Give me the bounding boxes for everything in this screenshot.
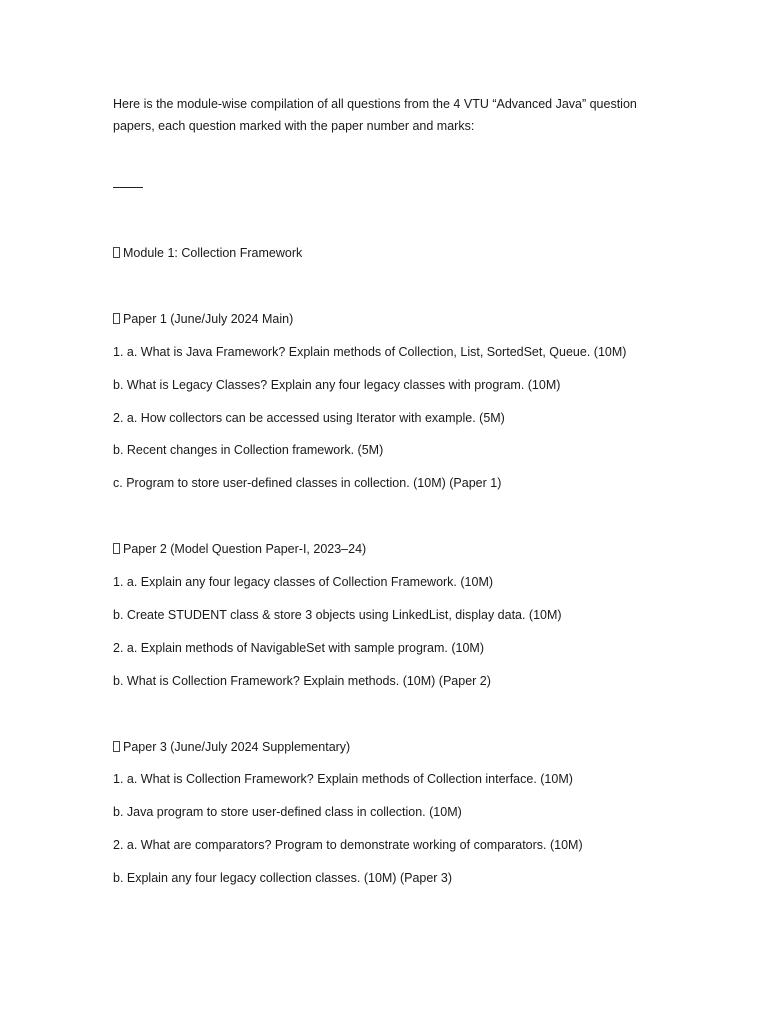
missing-glyph-icon [113,247,120,258]
paper-heading [113,739,350,755]
question-item: c. Program to store user-defined classes in collection. (10M) (Paper 1) [113,476,502,490]
missing-glyph-icon [113,543,120,554]
intro-paragraph: Here is the module-wise compilation of all questions from the 4 VTU “Advanced Java” question papers, each question marked with the paper number and marks: [113,97,637,133]
paper-heading [113,311,293,327]
question-item: 1. a. What is Java Framework? Explain methods of Collection, List, SortedSet, Queue. (10M) [113,345,627,359]
document-page [113,93,658,137]
missing-glyph-icon [113,313,120,324]
paper-heading-text: Paper 1 (June/July 2024 Main) [123,312,294,326]
question-item: 1. a. What is Collection Framework? Explain methods of Collection interface. (10M) [113,772,573,786]
module-title: Module 1: Collection Framework [123,246,303,260]
question-item: 1. a. Explain any four legacy classes of Collection Framework. (10M) [113,575,494,589]
question-item: b. Java program to store user-defined class in collection. (10M) [113,805,462,819]
paper-heading-text: Paper 2 (Model Question Paper-I, 2023–24) [123,542,367,556]
question-item: 2. a. How collectors can be accessed using Iterator with example. (5M) [113,411,505,425]
question-item: b. Recent changes in Collection framework. (5M) [113,443,384,457]
question-item: 2. a. What are comparators? Program to demonstrate working of comparators. (10M) [113,838,583,852]
paper-heading-text: Paper 3 (June/July 2024 Supplementary) [123,740,351,754]
module-heading [113,245,302,261]
question-item: b. What is Collection Framework? Explain methods. (10M) (Paper 2) [113,674,491,688]
question-item: 2. a. Explain methods of NavigableSet with sample program. (10M) [113,641,485,655]
horizontal-rule [113,187,143,188]
question-item: b. Create STUDENT class & store 3 objects using LinkedList, display data. (10M) [113,608,562,622]
missing-glyph-icon [113,741,120,752]
question-item: b. What is Legacy Classes? Explain any four legacy classes with program. (10M) [113,378,561,392]
paper-heading [113,541,366,557]
question-item: b. Explain any four legacy collection classes. (10M) (Paper 3) [113,871,453,885]
